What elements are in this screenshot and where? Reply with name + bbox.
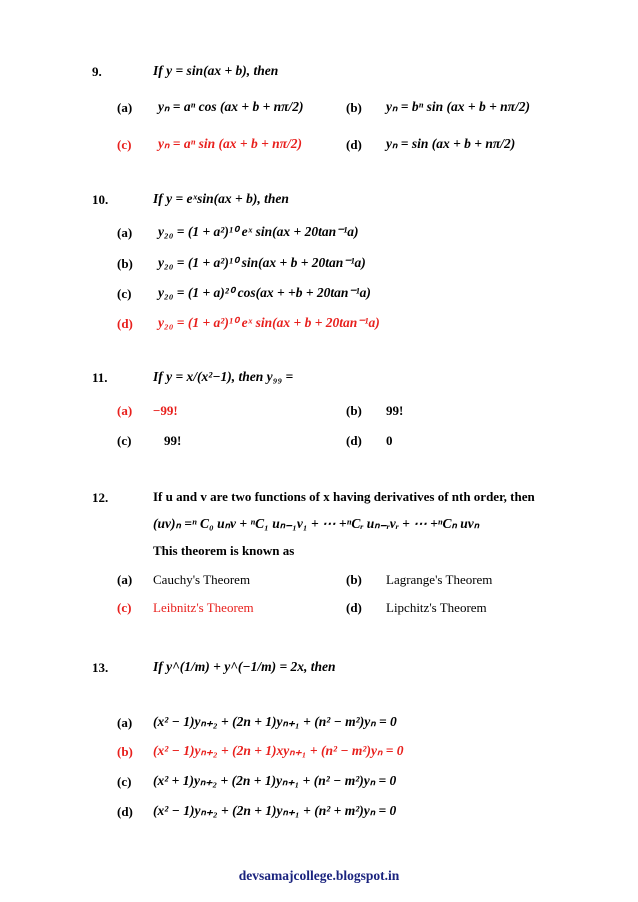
question-stem: If y^(1/m) + y^(−1/m) = 2x, then (153, 659, 336, 674)
option-label: (d) (117, 804, 133, 819)
option-text: 0 (386, 433, 393, 448)
question-stem: If y = sin(ax + b), then (153, 63, 279, 78)
leibnitz-formula: (uv)ₙ =ⁿ C₀ uₙv + ⁿC₁ uₙ₋₁v₁ + ⋯ +ⁿCᵣ uₙ₋ᵣvᵣ + ⋯ +ⁿCₙ uvₙ (153, 516, 480, 531)
option-label: (a) (117, 100, 133, 115)
option-label: (d) (346, 137, 362, 152)
option-text: yₙ = aⁿ cos (ax + b + nπ/2) (158, 99, 304, 114)
option-label-correct: (c) (117, 600, 132, 615)
option-text: Lagrange's Theorem (386, 572, 493, 587)
option-text: (x² + 1)yₙ₊₂ + (2n + 1)yₙ₊₁ + (n² − m²)yₙ = 0 (153, 773, 397, 788)
question-stem: If u and v are two functions of x having derivatives of nth order, then (153, 489, 535, 504)
option-text: (x² − 1)yₙ₊₂ + (2n + 1)yₙ₊₁ + (n² + m²)yₙ = 0 (153, 803, 397, 818)
option-label: (a) (117, 572, 133, 587)
question-number: 12. (92, 490, 109, 505)
option-text: (x² − 1)yₙ₊₂ + (2n + 1)yₙ₊₁ + (n² − m²)yₙ = 0 (153, 714, 397, 729)
option-label-correct: (b) (117, 744, 133, 759)
option-text-correct: yₙ = aⁿ sin (ax + b + nπ/2) (158, 136, 303, 151)
question-number: 13. (92, 660, 109, 675)
option-text: Lipchitz's Theorem (386, 600, 487, 615)
question-number: 10. (92, 192, 109, 207)
option-label: (c) (117, 774, 132, 789)
option-text: Cauchy's Theorem (153, 572, 251, 587)
option-label: (b) (117, 256, 133, 271)
option-text-correct: −99! (153, 403, 178, 418)
option-label-correct: (c) (117, 137, 132, 152)
option-text: yₙ = sin (ax + b + nπ/2) (386, 136, 516, 151)
option-label: (b) (346, 403, 362, 418)
option-text: 99! (386, 403, 404, 418)
option-text-correct: y₂₀ = (1 + a²)¹⁰ eˣ sin(ax + b + 20tan⁻¹a) (158, 315, 380, 330)
option-label: (d) (346, 433, 362, 448)
option-text: yₙ = bⁿ sin (ax + b + nπ/2) (386, 99, 531, 114)
option-label: (c) (117, 433, 132, 448)
question-stem: If y = eˣsin(ax + b), then (153, 191, 289, 206)
option-label: (c) (117, 286, 132, 301)
option-label: (d) (346, 600, 362, 615)
option-text: y₂₀ = (1 + a)²⁰ cos(ax + +b + 20tan⁻¹a) (158, 285, 371, 300)
option-text: y₂₀ = (1 + a²)¹⁰ sin(ax + b + 20tan⁻¹a) (158, 255, 366, 270)
option-label-correct: (a) (117, 403, 133, 418)
option-label: (b) (346, 572, 362, 587)
footer-link[interactable]: devsamajcollege.blogspot.in (238, 868, 400, 883)
option-text: y₂₀ = (1 + a²)¹⁰ eˣ sin(ax + 20tan⁻¹a) (158, 224, 359, 239)
option-text-correct: Leibnitz's Theorem (153, 600, 254, 615)
question-number: 11. (92, 370, 108, 385)
option-label: (b) (346, 100, 362, 115)
option-text-correct: (x² − 1)yₙ₊₂ + (2n + 1)xyₙ₊₁ + (n² − m²)yₙ = 0 (153, 743, 404, 758)
question-number: 9. (92, 64, 102, 79)
option-text: 99! (164, 433, 182, 448)
theorem-known-as: This theorem is known as (153, 543, 295, 558)
option-label-correct: (d) (117, 316, 133, 331)
option-label: (a) (117, 715, 133, 730)
question-stem: If y = x/(x²−1), then y₉₉ = (153, 369, 294, 384)
option-label: (a) (117, 225, 133, 240)
